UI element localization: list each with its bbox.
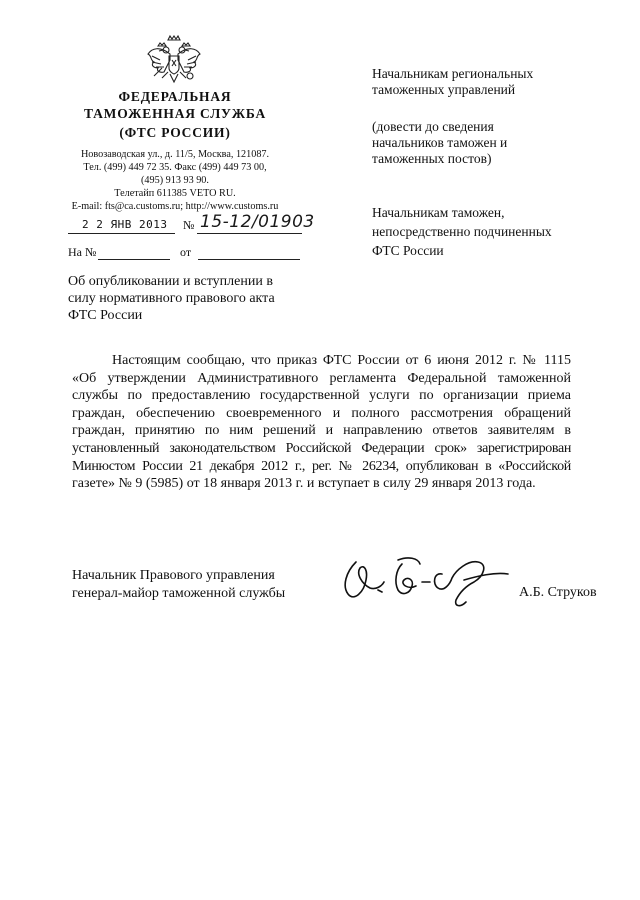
body-line: «Об утверждении Административного регламента Федеральной таможенной bbox=[72, 370, 571, 386]
addressee-2-line2: непосредственно подчиненных bbox=[372, 224, 552, 239]
subject-line: силу нормативного правового акта bbox=[68, 291, 275, 306]
org-name-line2: ТАМОЖЕННАЯ СЛУЖБА bbox=[83, 106, 267, 121]
coat-of-arms-icon bbox=[144, 32, 204, 86]
addressee-2: Начальникам таможен, bbox=[372, 205, 505, 220]
number-underline bbox=[197, 233, 302, 234]
signer-position-line: Начальник Правового управления bbox=[72, 568, 275, 583]
handwritten-signature bbox=[338, 550, 518, 610]
addressee-1-note-line2: начальников таможен и bbox=[372, 135, 508, 150]
subject-line: ФТС России bbox=[68, 308, 143, 323]
signer-position-line: генерал-майор таможенной службы bbox=[72, 586, 286, 601]
teletype-line: Телетайп 611385 VETO RU. bbox=[114, 188, 236, 199]
email-line: E-mail: fts@ca.customs.ru; http://www.customs.ru bbox=[71, 201, 279, 212]
addressee-1-note: (довести до сведения bbox=[372, 119, 494, 134]
date-underline bbox=[68, 233, 175, 234]
signer-position bbox=[72, 567, 285, 603]
addressee-2-line3: ФТС России bbox=[372, 243, 444, 258]
body-line: Минюстом России 21 декабря 2012 г., рег. № 26234, опубликован в «Российской bbox=[72, 458, 571, 474]
org-abbr: (ФТС РОССИИ) bbox=[119, 125, 231, 140]
addressee-1-note-line3: таможенных постов) bbox=[372, 151, 492, 166]
outgoing-number: 15-12/01903 bbox=[200, 212, 315, 232]
address-line: Новозаводская ул., д. 11/5, Москва, 121087. bbox=[80, 149, 270, 160]
ref-label: На № bbox=[68, 245, 97, 259]
phone-line: Тел. (499) 449 72 35. Факс (499) 449 73 00, bbox=[83, 162, 267, 173]
signer-name: А.Б. Струков bbox=[519, 585, 597, 600]
letter-subject bbox=[68, 273, 328, 324]
number-label: № bbox=[183, 218, 195, 232]
body-line: Настоящим сообщаю, что приказ ФТС России от 6 июня 2012 г. № 1115 bbox=[112, 353, 571, 368]
subject-line: Об опубликовании и вступлении в bbox=[68, 274, 273, 289]
body-line: установленный законодательством Российской Федерации срок» зарегистрирован bbox=[72, 440, 571, 456]
body-line: граждан, принятию по ним решений и направлению ответов заявителям в bbox=[72, 423, 571, 439]
from-label: от bbox=[180, 245, 192, 259]
letter-body bbox=[72, 352, 571, 493]
from-underline bbox=[198, 259, 300, 260]
addressee-1: Начальникам региональных bbox=[372, 66, 534, 81]
outgoing-date: 2 2 ЯНВ 2013 bbox=[82, 218, 168, 231]
phone-line-2: (495) 913 93 90. bbox=[141, 175, 209, 186]
body-line: граждан, обеспечению своевременного и полного рассмотрения обращений bbox=[72, 405, 571, 421]
addressee-1-line2: таможенных управлений bbox=[372, 82, 516, 97]
body-line: службы по предоставлению государственной услуги по организации приема bbox=[72, 388, 571, 404]
ref-underline bbox=[98, 259, 170, 260]
body-line: газете» № 9 (5985) от 18 января 2013 г. и вступает в силу 29 января 2013 года. bbox=[72, 476, 536, 492]
org-name-line1: ФЕДЕРАЛЬНАЯ bbox=[118, 89, 232, 104]
